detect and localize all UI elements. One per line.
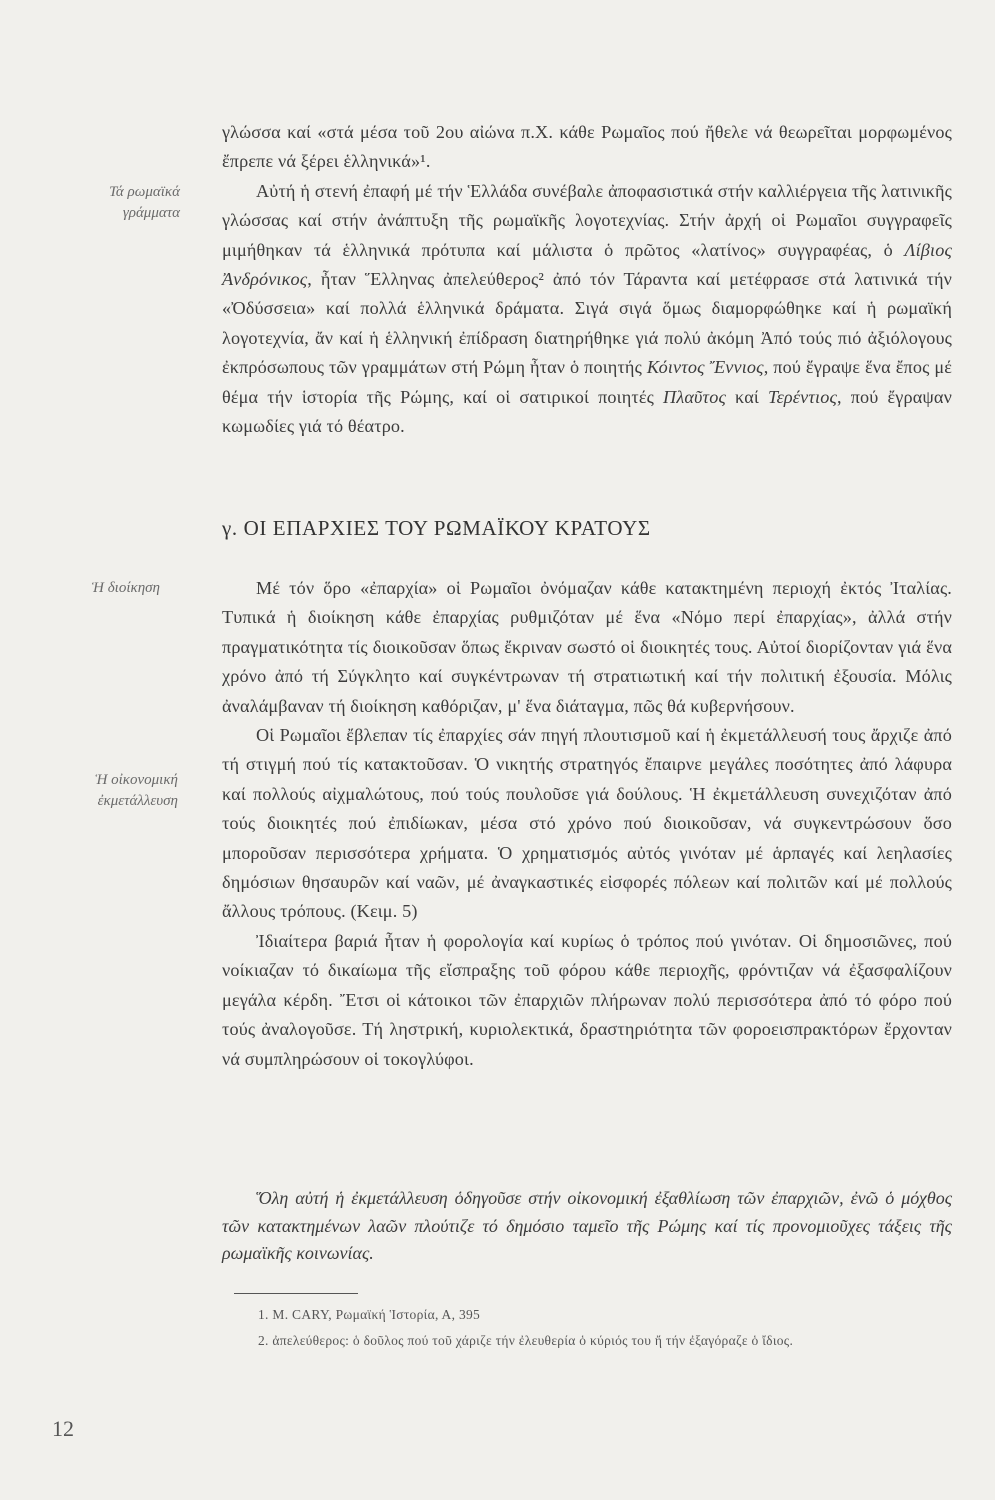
margin-note-economic-exploitation: Ἡ οἰκονομική ἐκμετάλλευση: [95, 772, 178, 809]
margin-note-roman-letters: Τά ρωμαϊκά γράμματα: [108, 184, 180, 221]
section-roman-letters: [222, 118, 952, 441]
paragraph: Αὐτή ἡ στενή ἐπαφή μέ τήν Ἑλλάδα συνέβαλε ἀποφασιστικά στήν καλλιέργεια τῆς λατινικῆς γλώσσας καί στήν ἀνάπτυξη τῆς ρωμαϊκῆς λογοτεχνίας. Στήν ἀρχή οἱ Ρωμαῖοι συγγραφεῖς μιμήθηκαν τά ἑλληνικά πρότυπα καί μάλιστα ὁ πρῶτος «λατίνος» συγγραφέας, ὁ Λίβιος Ἀνδρόνικος, ἦταν Ἕλληνας ἀπελεύθερος² ἀπό τόν Τάραντα καί μετέφρασε στά λατινικά τήν «Ὀδύσσεια» καί πολλά ἑλληνικά δράματα. Σιγά σιγά ὅμως διαμορφώθηκε καί ἡ ρωμαϊκή λογοτεχνία, ἄν καί ἡ ἑλληνική ἐπίδραση διατηρήθηκε γιά πολύ ἀκόμη Ἀπό τούς πιό ἀξιόλογους ἐκπρόσωπους τῶν γραμμάτων στή Ρώμη ἦταν ὁ ποιητής Κόιντος Ἔννιος, πού ἔγραψε ἕνα ἔπος μέ θέμα τήν ἱστορία τῆς Ρώμης, καί οἱ σατιρικοί ποιητές Πλαῦτος καί Τερέντιος, πού ἔγραψαν κωμωδίες γιά τό θέατρο.: [222, 180, 953, 437]
paragraph: γλώσσα καί «στά μέσα τοῦ 2ου αἰώνα π.Χ. κάθε Ρωμαῖος πού ἤθελε νά θεωρεῖται μορφωμένος ἔπρεπε νά ξέρει ἑλληνικά»¹.: [222, 122, 952, 172]
name-terence: Τερέντιος: [767, 386, 837, 407]
section-heading: γ. ΟΙ ΕΠΑΡΧΙΕΣ ΤΟΥ ΡΩΜΑΪΚΟΥ ΚΡΑΤΟΥΣ: [222, 516, 651, 540]
paragraph: Οἱ Ρωμαῖοι ἔβλεπαν τίς ἐπαρχίες σάν πηγή πλουτισμοῦ καί ἡ ἐκμετάλλευσή τους ἄρχιζε ἀπό τή στιγμή πού τίς κατακτοῦσαν. Ὁ νικητής στρατηγός ἔπαιρνε μεγάλες ποσότητες ἀπό λάφυρα καί πολλούς αἰχμαλώτους, πού τούς πουλοῦσε γιά δούλους. Ἡ ἐκμετάλλευση συνεχιζόταν ἀπό τούς διοικητές πού ἐπιδίωκαν, μέσα στό χρόνο πού διοικοῦσαν, νά συγκεντρώσουν ὅσο μποροῦσαν περισσότερα χρήματα. Ὁ χρηματισμός αὐτός γινόταν μέ ἁρπαγές καί λεηλασίες δημόσιων θησαυρῶν καί ναῶν, μέ ἀναγκαστικές εἰσφορές πόλεων καί πολιτῶν καί μέ πολλούς ἄλλους τρόπους. (Κειμ. 5): [222, 725, 952, 922]
page-number: 12: [52, 1416, 74, 1441]
footnote-2: 2. ἀπελεύθερος: ὁ δοῦλος πού τοῦ χάριζε τήν ἐλευθερία ὁ κύριός του ἤ τήν ἐξαγόραζε ὁ ἴδιος.: [258, 1333, 794, 1348]
name-quintus-ennius: Κόιντος Ἔννιος: [646, 357, 764, 378]
footnote-1: 1. M. CARY, Ρωμαϊκή Ἱστορία, Α, 395: [258, 1307, 481, 1322]
section-provinces: [222, 574, 952, 1074]
footnote-divider: [234, 1293, 358, 1294]
closing-summary: Ὅλη αὐτή ἡ ἐκμετάλλευση ὁδηγοῦσε στήν οἰκονομική ἐξαθλίωση τῶν ἐπαρχιῶν, ἐνῶ ὁ μόχθος τῶν κατακτημένων λαῶν πλούτιζε τό δημόσιο ταμεῖο τῆς Ρώμης καί τίς προνομιοῦχες τάξεις τῆς ρωμαϊκῆς κοινωνίας.: [222, 1188, 952, 1263]
name-livius-andronicus: Λίβιος Ἀνδρόνικος: [222, 239, 952, 290]
paragraph: Μέ τόν ὅρο «ἐπαρχία» οἱ Ρωμαῖοι ὀνόμαζαν κάθε κατακτημένη περιοχή ἐκτός Ἰταλίας. Τυπικά ἡ διοίκηση κάθε ἐπαρχίας ρυθμιζόταν μέ ἕνα «Νόμο περί ἐπαρχίας», ἀλλά στήν πραγματικότητα τίς διοικοῦσαν ὅπως ἔκριναν σωστό οἱ διοικητές τους. Αὐτοί διορίζονταν γιά ἕνα χρόνο ἀπό τή Σύγκλητο καί συγκέντρωναν τή στρατιωτική καί τήν πολιτική ἐξουσία. Μόλις ἀναλάμβαναν τή διοίκηση καθόριζαν, μ' ἕνα διάταγμα, πῶς θά κυβερνήσουν.: [222, 578, 952, 716]
margin-note-administration: Ἡ διοίκηση: [91, 580, 160, 596]
name-plautus: Πλαῦτος: [663, 386, 726, 407]
paragraph: Ἰδιαίτερα βαριά ἦταν ἡ φορολογία καί κυρίως ὁ τρόπος πού γινόταν. Οἱ δημοσιῶνες, πού νοίκιαζαν τό δικαίωμα τῆς εἴσπραξης τοῦ φόρου κάθε περιοχῆς, φρόντιζαν νά ἐξασφαλίζουν μεγάλα κέρδη. Ἔτσι οἱ κάτοικοι τῶν ἐπαρχιῶν πλήρωναν πολύ περισσότερα ἀπό τό φόρο πού τούς ἀναλογοῦσε. Τή ληστρική, κυριολεκτικά, δραστηριότητα τῶν φοροεισπρακτόρων ἔρχονταν νά συμπληρώσουν οἱ τοκογλύφοι.: [222, 930, 952, 1069]
